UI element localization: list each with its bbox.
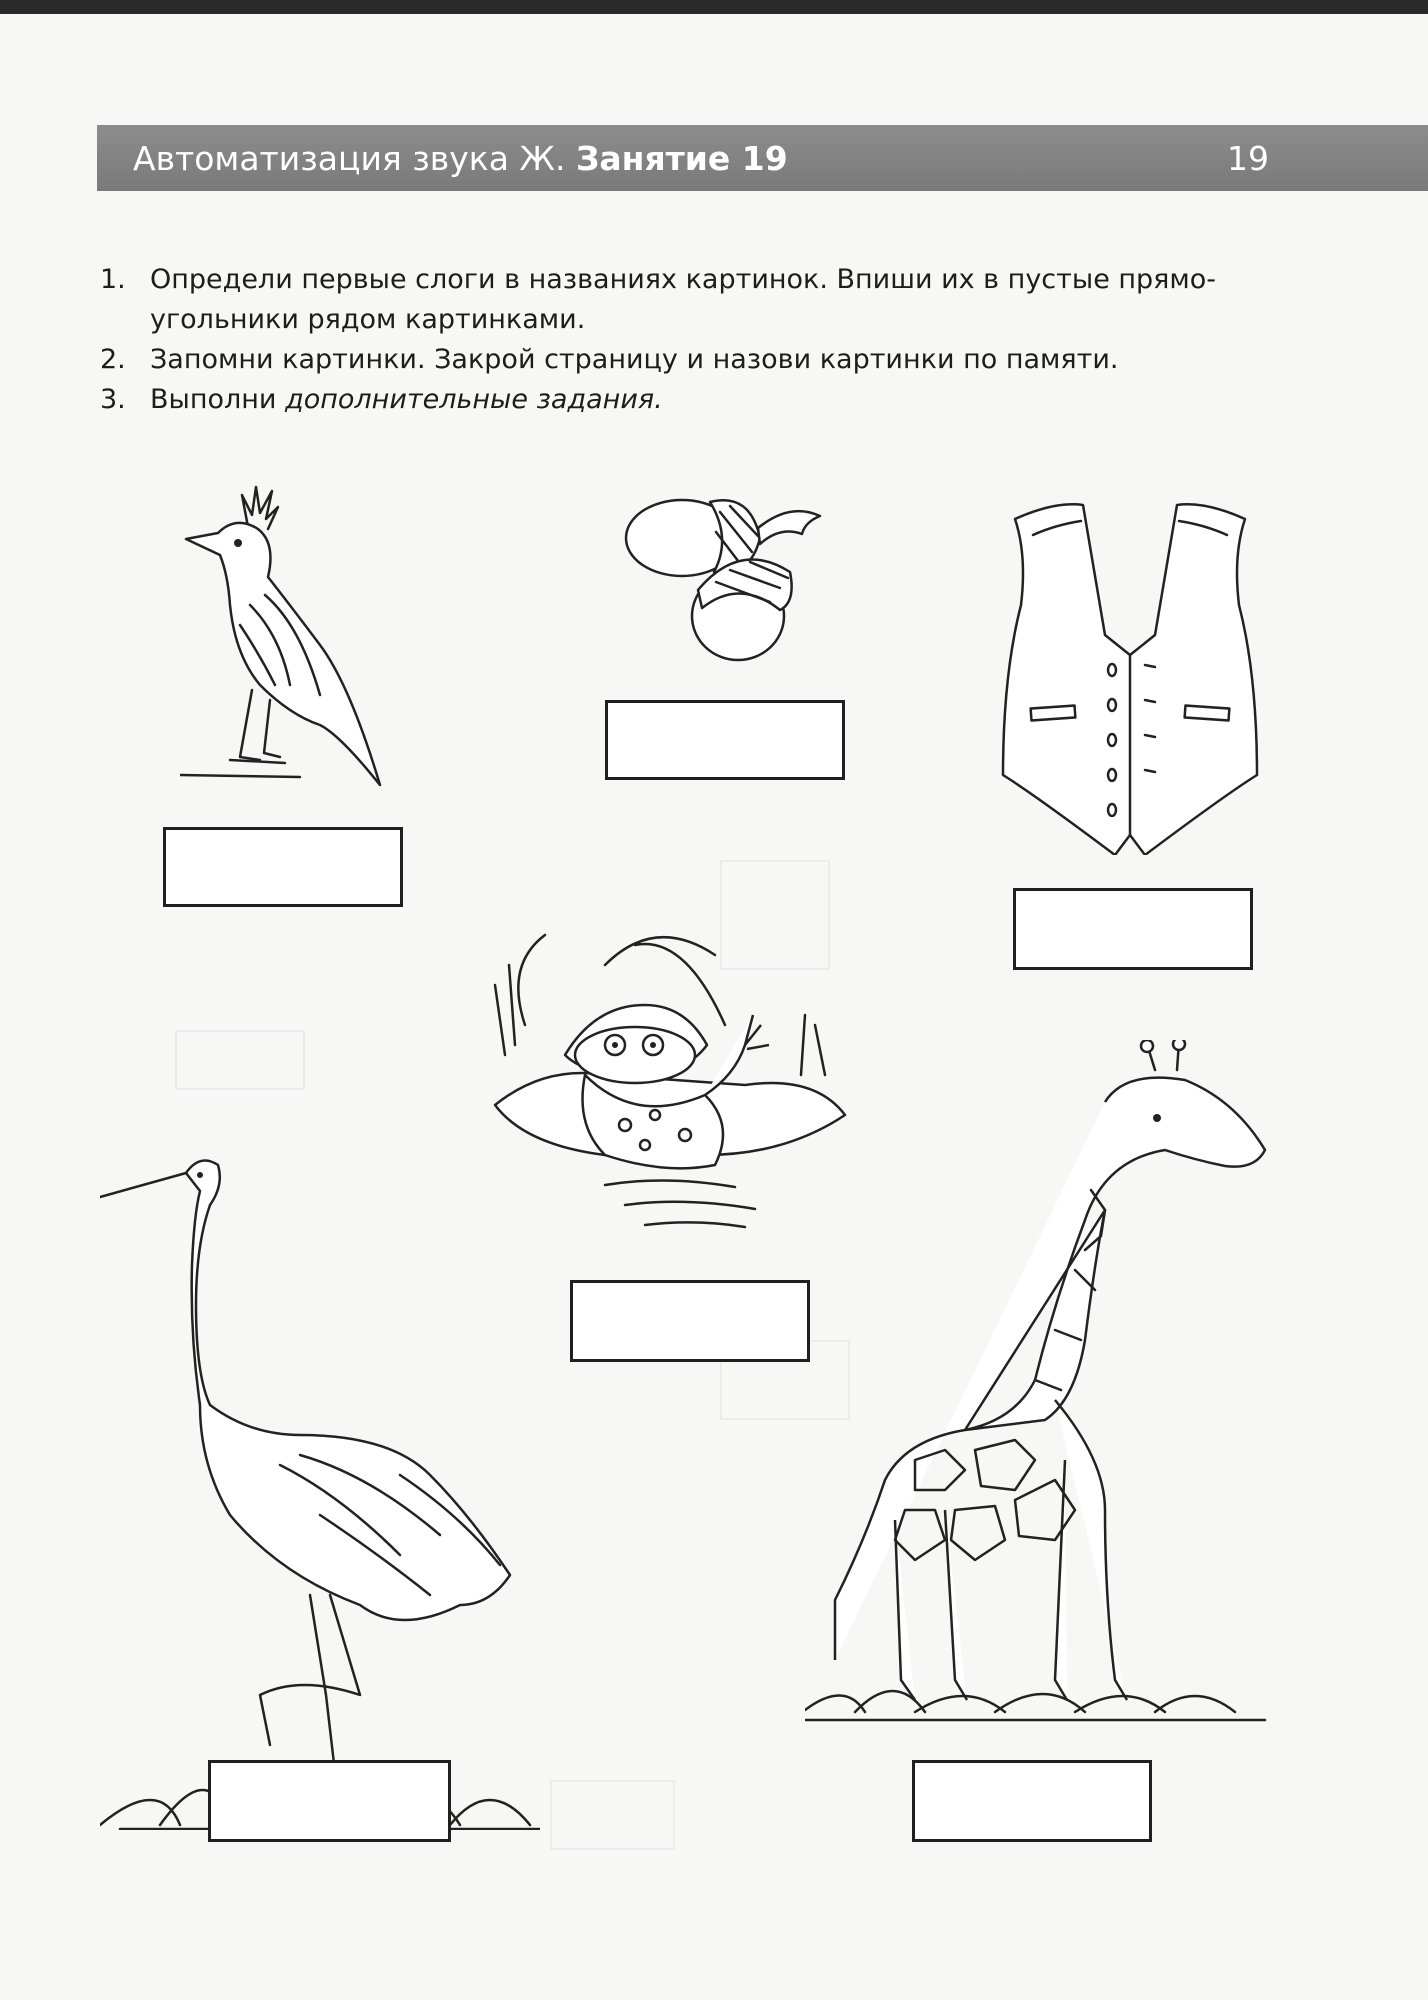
crane-icon [100,1135,540,1830]
page-number: 19 [1227,139,1269,178]
task-item [100,260,1280,340]
task-text: Выполни [150,384,286,415]
vest-picture [995,495,1265,855]
task-text: Запомни картинки. Закрой страницу и назови картинки по памяти. [150,344,1119,375]
crane-picture [100,1135,540,1830]
giraffe-picture [805,1040,1270,1730]
answer-box-crane[interactable] [208,1760,451,1842]
lesson-header [97,125,1428,191]
answer-box-giraffe[interactable] [912,1760,1152,1842]
lark-picture [180,485,390,790]
task-text: Определи первые слоги в названиях картинок. Впиши их в пустые прямо-угольники рядом картинками. [150,264,1217,335]
answer-box-lark[interactable] [163,827,403,907]
answer-box-frog[interactable] [570,1280,810,1362]
task-item [100,340,1280,380]
scan-top-edge [0,0,1428,14]
task-item [100,380,1280,420]
lark-icon [180,485,390,790]
task-list [100,260,1280,420]
bleed-through-shape [175,1030,305,1090]
bleed-through-shape [550,1780,675,1850]
answer-box-vest[interactable] [1013,888,1253,970]
lesson-title [133,139,788,178]
acorns-picture [620,482,835,667]
acorns-icon [620,482,835,667]
vest-icon [995,495,1265,855]
answer-box-acorns[interactable] [605,700,845,780]
lesson-title-regular: Автоматизация звука Ж. [133,139,566,178]
task-number: 1. [100,264,126,295]
task-number: 3. [100,384,126,415]
task-number: 2. [100,344,126,375]
giraffe-icon [805,1040,1270,1730]
lesson-title-bold: Занятие 19 [575,139,788,178]
task-text-italic: дополнительные задания. [285,384,663,415]
